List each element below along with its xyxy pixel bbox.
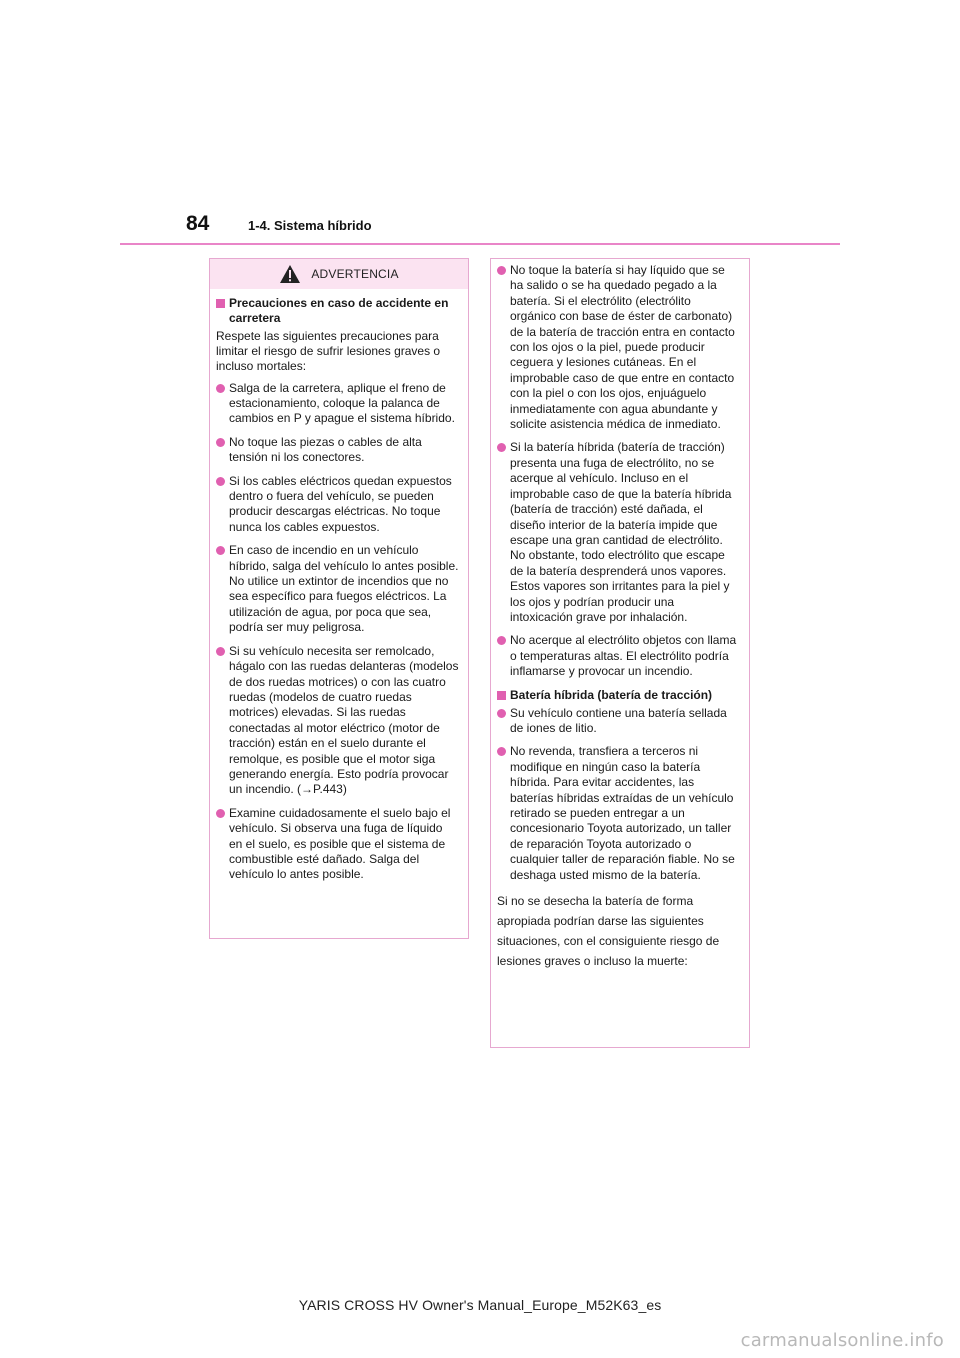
header-rule <box>120 243 840 245</box>
list-item: En caso de incendio en un vehículo híbrido, salga del vehículo lo antes posible. No utilice un extintor de incendios que no sea específico para fuegos eléctricos. La utilización de agua, por poca que sea, podría ser muy peligrosa. <box>216 543 459 635</box>
warning-header <box>210 259 468 289</box>
list-item: Si los cables eléctricos quedan expuestos dentro o fuera del vehículo, se pueden producir descargas eléctricas. No toque nunca los cables expuestos. <box>216 474 459 536</box>
list-item: Examine cuidadosamente el suelo bajo el vehículo. Si observa una fuga de líquido en el suelo, es posible que el sistema de combustible esté dañado. Salga del vehículo lo antes posible. <box>216 806 459 883</box>
list-item: No revenda, transfiera a terceros ni modifique en ningún caso la batería híbrida. Para evitar accidentes, las baterías híbridas extraídas de un vehículo retirado se pueden entregar a un concesionario Toyota autorizado, un taller de reparación Toyota autorizado o cualquier taller de reparación fiable. No se deshaga usted mismo de la batería. <box>497 744 740 883</box>
section-title: 1-4. Sistema híbrido <box>248 218 372 233</box>
list-item: Si su vehículo necesita ser remolcado, hágalo con las ruedas delanteras (modelos de dos ruedas motrices) o con las cuatro ruedas (modelos de cuatro ruedas motrices) elevadas. Si las ruedas conectadas al motor eléctrico (motor de tracción) están en el suelo durante el remolque, es posible que el motor siga generando energía. Esto podría provocar un incendio. (→P.443) <box>216 644 459 798</box>
warning-content-right <box>491 259 749 979</box>
list-item: Salga de la carretera, aplique el freno de estacionamiento, coloque la palanca de cambios en P y apague el sistema híbrido. <box>216 381 459 427</box>
disposal-paragraph: Si no se desecha la batería de forma apropiada podrían darse las siguientes situaciones, con el consiguiente riesgo de lesiones graves o incluso la muerte: <box>497 894 720 969</box>
accident-heading: Precauciones en caso de accidente en carretera <box>216 296 459 326</box>
page-number: 84 <box>186 212 210 235</box>
list-item: No toque la batería si hay líquido que se ha salido o se ha quedado pegado a la batería. Si el electrólito (electrólito orgánico con base de éster de carbonato) de la batería de tracción entra en contacto con los ojos o la piel, puede producir ceguera y lesiones cutáneas. En el improbable caso de que entre en contacto con la piel o con los ojos, enjuáguelo inmediatamente con agua abundante y solicite asistencia médica de inmediato. <box>497 263 740 432</box>
list-item: No toque las piezas o cables de alta tensión ni los conectores. <box>216 435 459 466</box>
list-item: Su vehículo contiene una batería sellada de iones de litio. <box>497 706 740 737</box>
warning-box <box>209 258 469 939</box>
battery-heading: Batería híbrida (batería de tracción) <box>497 688 740 703</box>
warning-triangle-icon <box>279 264 301 284</box>
list-item: Si la batería híbrida (batería de tracción) presenta una fuga de electrólito, no se acerque al vehículo. Incluso en el improbable caso de que la batería híbrida (batería de tracción) esté dañada, el diseño interior de la batería impide que escape una gran cantidad de electrólito. No obstante, todo electrólito que escape de la batería desprenderá unos vapores. Estos vapores son irritantes para la piel y los ojos y podrían producir una intoxicación grave por inhalación. <box>497 440 740 625</box>
warning-content-left <box>210 289 468 899</box>
accident-intro: Respete las siguientes precauciones para limitar el riesgo de sufrir lesiones graves o incluso mortales: <box>216 329 441 374</box>
footer-doc-id: YARIS CROSS HV Owner's Manual_Europe_M52K63_es <box>298 1297 662 1313</box>
list-item: No acerque al electrólito objetos con llama o temperaturas altas. El electrólito podría inflamarse y provocar un incendio. <box>497 633 740 679</box>
warning-title: ADVERTENCIA <box>311 267 399 281</box>
warning-box-continued <box>490 258 750 1048</box>
watermark: carmanualsonline.info <box>740 1330 944 1351</box>
